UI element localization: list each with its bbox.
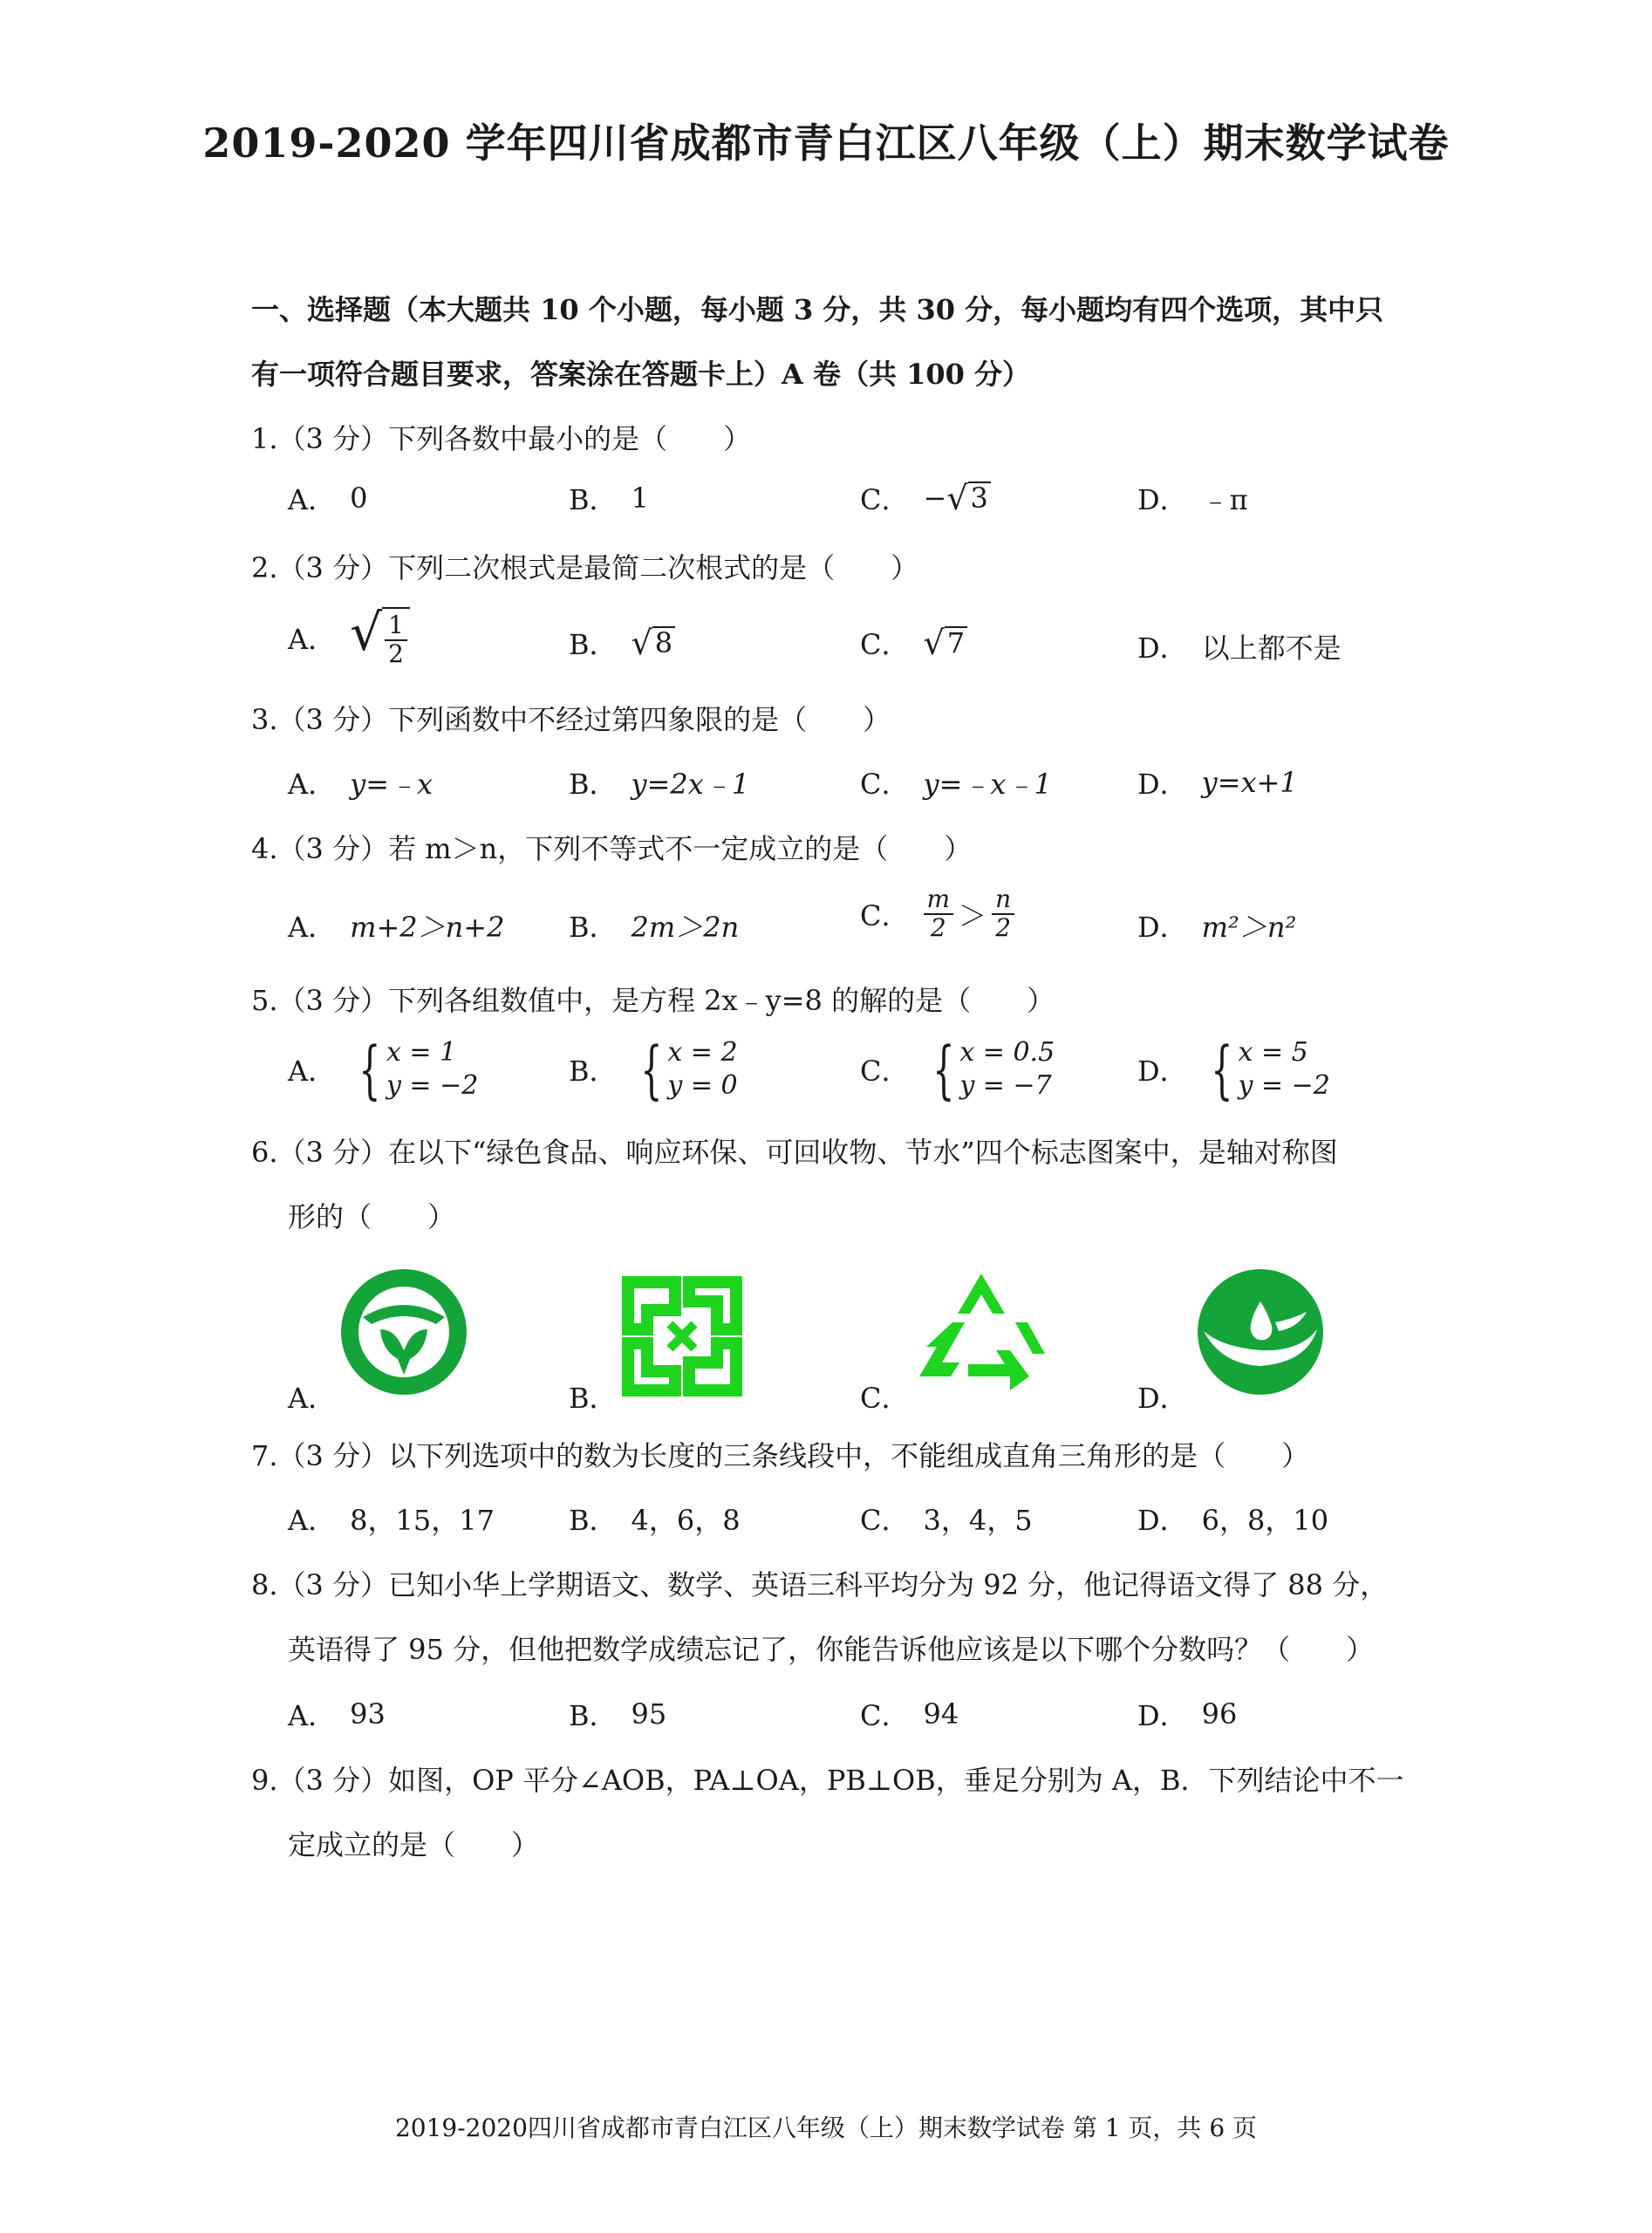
question-6-stem-cont: 形的（ ） xyxy=(288,1200,456,1233)
question-2-stem: 2.（3 分）下列二次根式是最简二次根式的是（ ） xyxy=(251,551,919,584)
option-a: A． √ $\frac{1}{2}$ xyxy=(288,607,410,668)
question-4-stem: 4.（3 分）若 m＞n，下列不等式不一定成立的是（ ） xyxy=(251,832,973,865)
option-c: C． 3，4，5 xyxy=(860,1504,1033,1537)
option-c: C． √ 7 xyxy=(860,623,967,663)
question-1-stem: 1.（3 分）下列各数中最小的是（ ） xyxy=(251,422,752,455)
option-b-label: B． xyxy=(569,1382,618,1415)
option-b: B． { x = 2 y = 0 xyxy=(569,1032,738,1106)
option-d: D． { x = 5 y = −2 xyxy=(1137,1032,1330,1106)
recycle-logo xyxy=(907,1267,1055,1397)
question-7-options xyxy=(0,1499,1652,1568)
option-c: C． − √ 3 xyxy=(860,478,991,518)
question-8-stem-cont: 英语得了 95 分，但他把数学成绩忘记了，你能告诉他应该是以下哪个分数吗？（ ） xyxy=(288,1633,1375,1666)
question-8-options xyxy=(0,1694,1652,1764)
page-footer: 2019-2020四川省成都市青白江区八年级（上）期末数学试卷 第 1 页，共 6 页 xyxy=(394,2113,1258,2142)
option-b: B． √ 8 xyxy=(569,623,675,663)
option-b: B． 2m＞2n xyxy=(569,911,740,944)
option-b: B． 1 xyxy=(569,481,649,516)
option-a-label: A． xyxy=(288,1382,337,1415)
question-5-stem: 5.（3 分）下列各组数值中，是方程 2x﹣y=8 的解的是（ ） xyxy=(251,984,1055,1017)
page-title: 2019-2020 学年四川省成都市青白江区八年级（上）期末数学试卷 xyxy=(202,120,1450,167)
option-d: D． 以上都不是 xyxy=(1137,632,1341,665)
option-a: A． 0 xyxy=(288,481,368,516)
option-d: D． ﹣π xyxy=(1137,483,1248,516)
option-c: C． $\frac{m}{2}$ ＞ $\frac{n}{2}$ xyxy=(860,886,1014,942)
option-d-label: D． xyxy=(1137,1382,1188,1415)
option-a: A． { x = 1 y = −2 xyxy=(288,1032,479,1106)
option-b: B． 4，6，8 xyxy=(569,1504,741,1537)
question-9-stem-cont: 定成立的是（ ） xyxy=(288,1828,540,1861)
option-b: B． 95 xyxy=(569,1697,667,1732)
option-b: B． y=2x﹣1 xyxy=(569,768,750,801)
option-d: D． m²＞n² xyxy=(1137,911,1297,944)
section-heading-line1: 一、选择题（本大题共 10 个小题，每小题 3 分，共 30 分，每小题均有四个选项，其中只 xyxy=(251,293,1384,326)
option-d: D． y=x+1 xyxy=(1137,766,1298,801)
option-a: A． 8，15，17 xyxy=(288,1504,495,1537)
question-9-stem: 9.（3 分）如图，OP 平分∠AOB，PA⊥OA，PB⊥OB，垂足分别为 A，B．下列结论中不一 xyxy=(251,1764,1404,1797)
environmental-logo xyxy=(621,1275,743,1397)
question-6-stem: 6.（3 分）在以下“绿色食品、响应环保、可回收物、节水”四个标志图案中，是轴对称图 xyxy=(251,1136,1338,1169)
option-a: A． y=﹣x xyxy=(288,768,433,801)
green-food-logo xyxy=(338,1267,469,1397)
water-saving-logo xyxy=(1195,1267,1326,1397)
question-2-options xyxy=(0,603,1652,677)
option-c: C． 94 xyxy=(860,1697,959,1732)
question-3-options xyxy=(0,762,1652,832)
section-heading-line2: 有一项符合题目要求，答案涂在答题卡上）A 卷（共 100 分） xyxy=(251,358,1031,391)
option-d: D． 6，8，10 xyxy=(1137,1504,1329,1537)
question-5-options xyxy=(0,1032,1652,1106)
option-c: C． { x = 0.5 y = −7 xyxy=(860,1032,1055,1106)
question-3-stem: 3.（3 分）下列函数中不经过第四象限的是（ ） xyxy=(251,703,891,736)
option-c: C． y=﹣x﹣1 xyxy=(860,768,1052,801)
option-c-label: C． xyxy=(860,1382,910,1415)
option-d: D． 96 xyxy=(1137,1697,1238,1732)
question-1-options xyxy=(0,478,1652,548)
question-4-options xyxy=(0,886,1652,956)
option-a: A． 93 xyxy=(288,1697,386,1732)
question-8-stem: 8.（3 分）已知小华上学期语文、数学、英语三科平均分为 92 分，他记得语文得了 88 分， xyxy=(251,1568,1389,1601)
option-a: A． m+2＞n+2 xyxy=(288,911,505,944)
question-7-stem: 7.（3 分）以下列选项中的数为长度的三条线段中，不能组成直角三角形的是（ ） xyxy=(251,1439,1310,1472)
